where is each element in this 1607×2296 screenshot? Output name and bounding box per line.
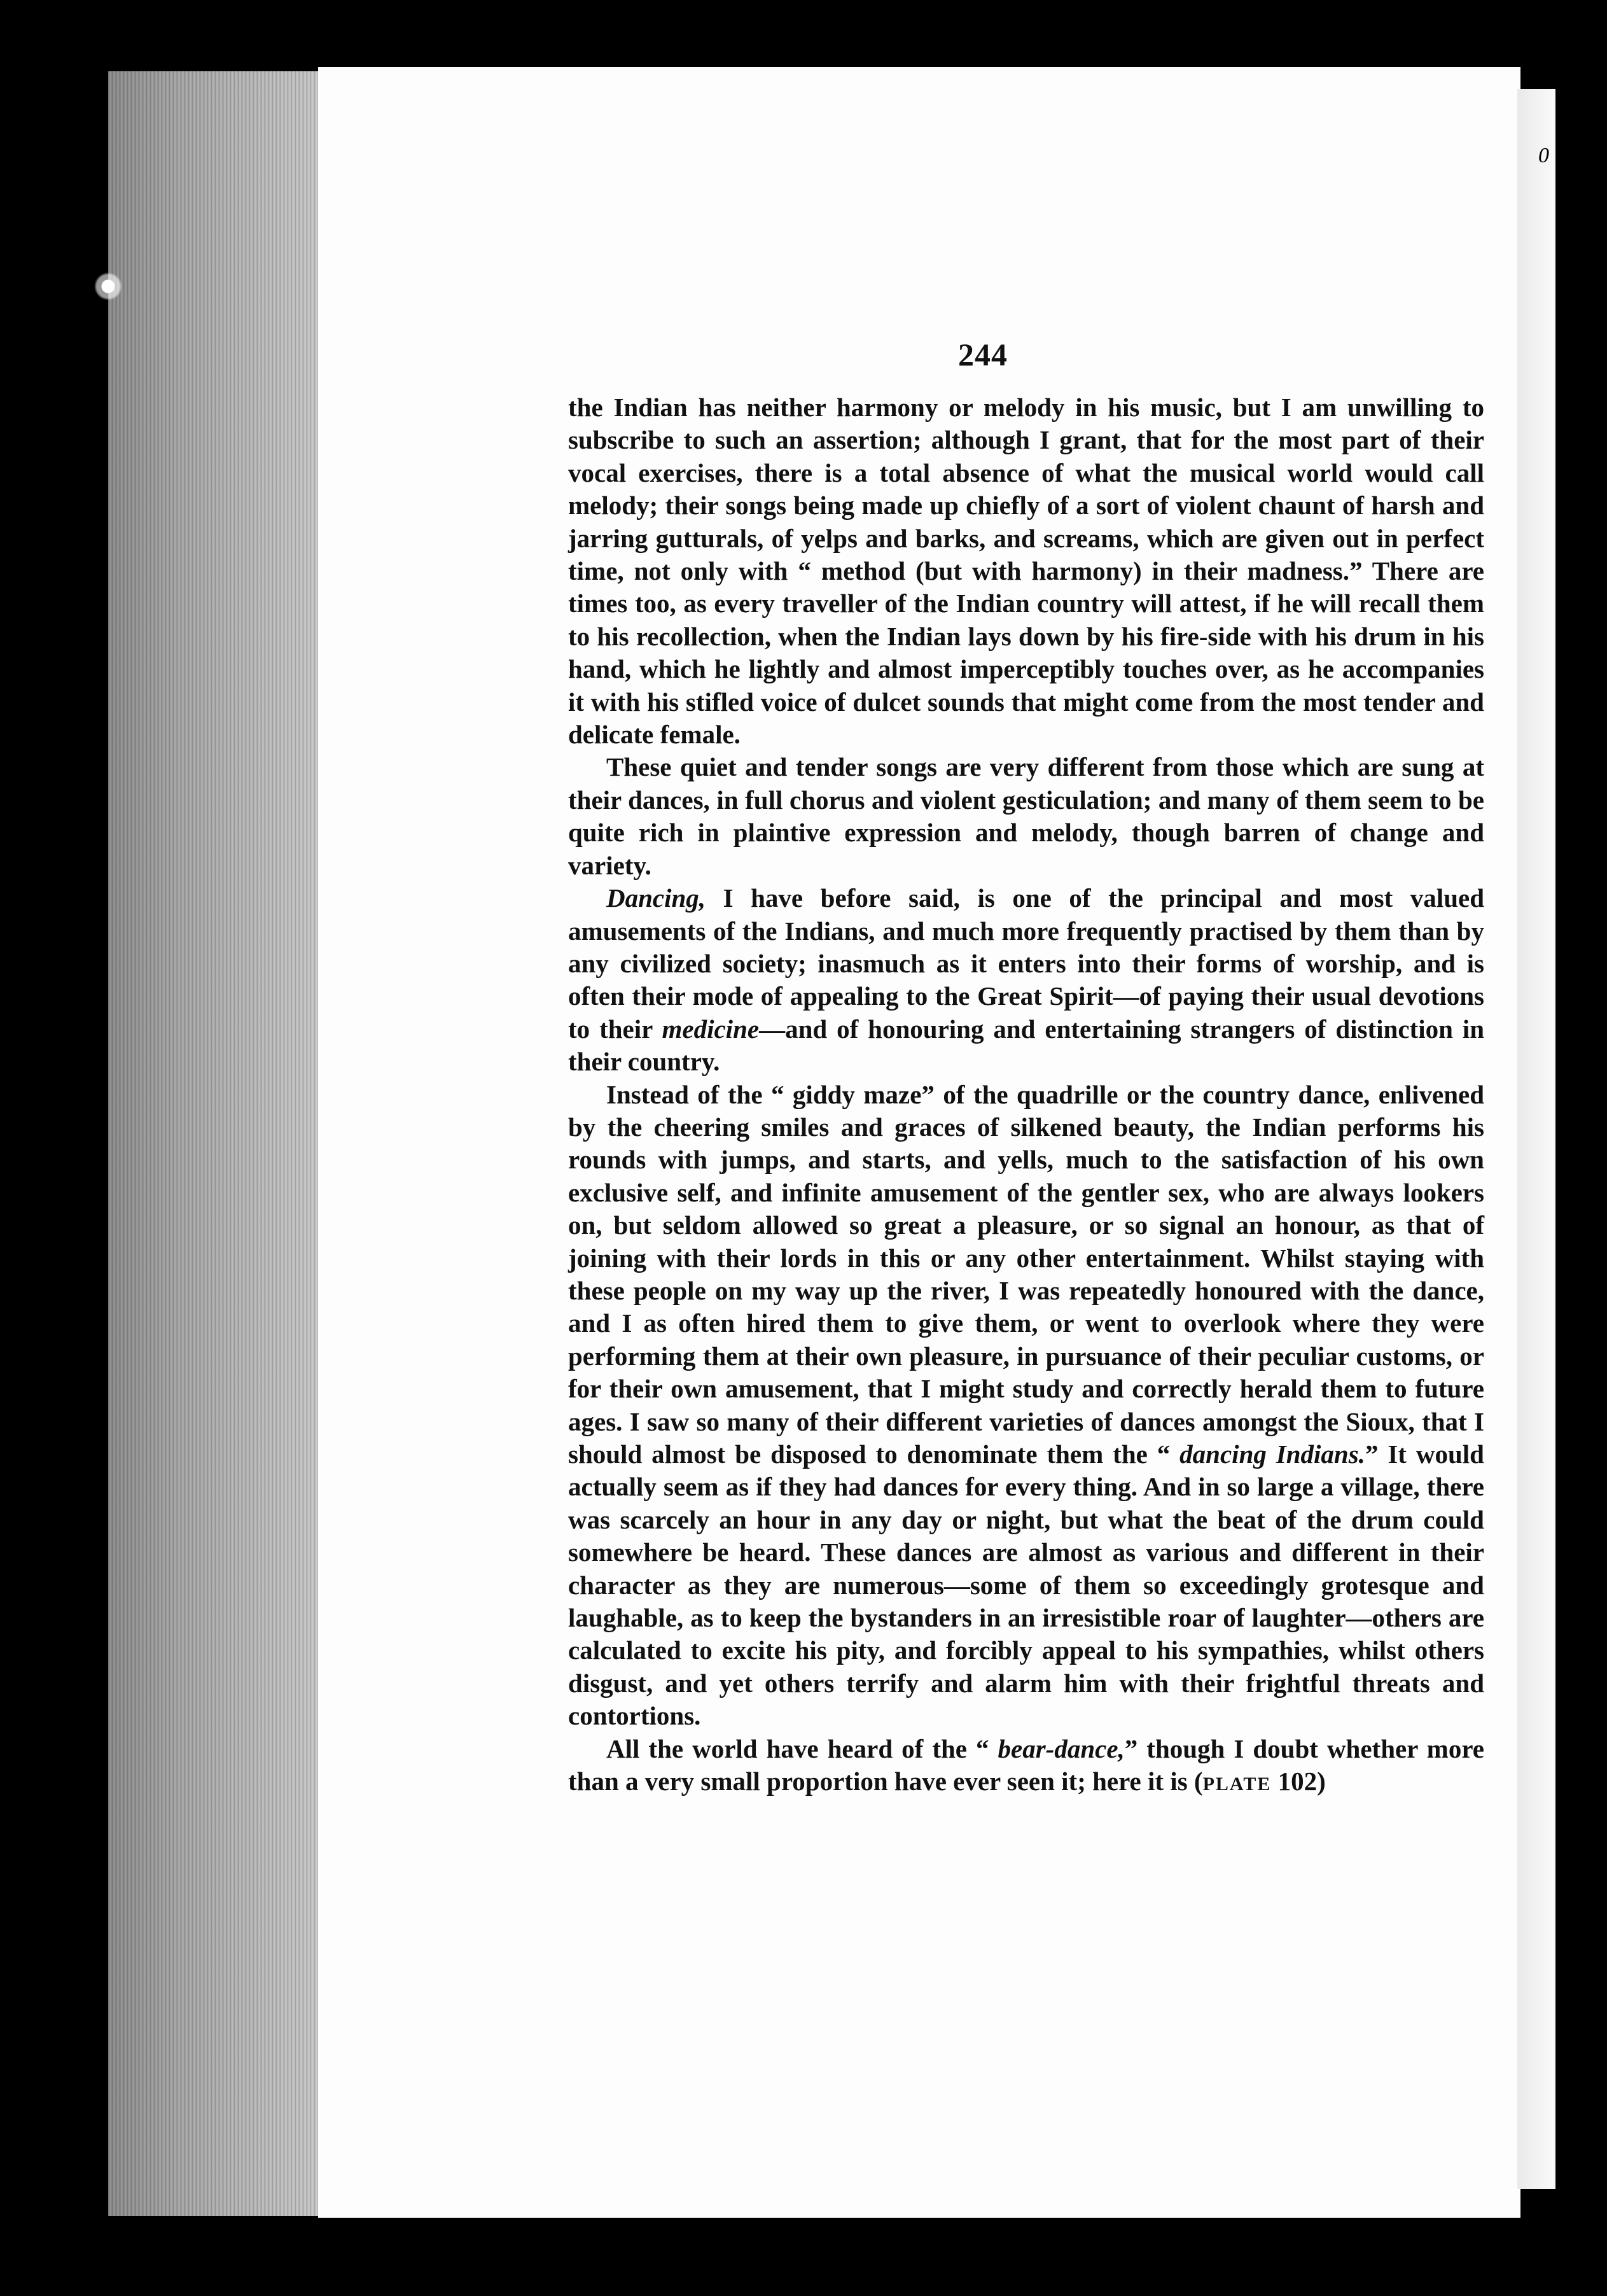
page-number: 244	[958, 337, 1008, 372]
paragraph-5	[568, 1733, 1484, 1801]
page-edge-mark	[89, 267, 127, 305]
paragraph-5-part-b: ” though I doubt whether more than a very small proportion have ever seen it; here it is (	[568, 1733, 1484, 1796]
paragraph-3	[568, 882, 1484, 1078]
emphasis-medicine: medicine	[662, 1014, 760, 1044]
paragraph-1: the Indian has neither harmony or melody in his music, but I am unwilling to subscribe to such an assertion; although I grant, that for the most part of their vocal exercises, there is a total absence of what the musical world would call melody; their songs being made up chiefly of a sort of violent chaunt of harsh and jarring gutturals, of yelps and barks, and screams, which are given out in perfect time, not only with “ method (but with harmony) in their madness.” There are times too, as every traveller of the Indian country will attest, if he will recall them to his recollection, when the Indian lays down by his fire-side with his drum in his hand, which he lightly and almost imperceptibly touches over, as he accompanies it with his stifled voice of dulcet sounds that might come from the most tender and delicate female.	[568, 393, 1484, 750]
emphasis-dancing-indians: dancing Indians.	[1179, 1439, 1365, 1469]
paragraph-5-part-a: All the world have heard of the “	[606, 1733, 998, 1763]
emphasis-bear-dance: bear-dance,	[998, 1733, 1125, 1763]
page-gutter-shadow	[1517, 89, 1555, 2189]
paragraph-3-part-a: I have before said, is one of the principal and most valued amusements of the Indians, and much more frequently practised by them than by any civilized society; inasmuch as it enters into their forms of worship, and is often their mode of appealing to the Great Spirit—of paying their usual devotions to their	[568, 883, 1484, 1044]
paragraph-3-part-b: —and of honouring and entertaining strangers of distinction in their country.	[568, 1014, 1484, 1077]
paragraph-4	[568, 1079, 1484, 1733]
book-page-edges	[108, 71, 318, 2216]
paragraph-5-part-c: 102)	[1271, 1767, 1326, 1796]
paragraph-2: These quiet and tender songs are very different from those which are sung at their dances, in full chorus and violent gesticulation; and many of them seem to be quite rich in plaintive expression and melody, though barren of change and variety.	[568, 752, 1484, 880]
plate-reference: PLATE	[1202, 1774, 1272, 1795]
emphasis-dancing: Dancing,	[606, 883, 706, 913]
body-text	[568, 391, 1484, 1800]
paragraph-4-part-b: ” It would actually seem as if they had dances for every thing. And in so large a village, there was scarcely an hour in any day or night, but what the beat of the drum could somewhere be heard. These dances are almost as various and different in their character as they are numerous—some of them so exceedingly grotesque and laughable, as to keep the bystanders in an irresistible roar of laughter—others are calculated to excite his pity, and forcibly appeal to his sympathies, whilst others disgust, and yet others terrify and alarm him with their frightful threats and contortions.	[568, 1439, 1484, 1731]
corner-mark: 0	[1538, 144, 1549, 167]
paragraph-4-part-a: Instead of the “ giddy maze” of the quadrille or the country dance, enlivened by the cheering smiles and graces of silkened beauty, the Indian performs his rounds with jumps, and starts, and yells, much to the satisfaction of his own exclusive self, and infinite amusement of the gentler sex, who are always lookers on, but seldom allowed so great a pleasure, or so signal an honour, as that of joining with their lords in this or any other entertainment. Whilst staying with these people on my way up the river, I was repeatedly honoured with the dance, and I as often hired them to give them, or went to overlook where they were performing them at their own pleasure, in pursuance of their peculiar customs, or for their own amusement, that I might study and correctly herald them to future ages. I saw so many of their different varieties of dances amongst the Sioux, that I should almost be disposed to denominate them the “	[568, 1079, 1484, 1469]
